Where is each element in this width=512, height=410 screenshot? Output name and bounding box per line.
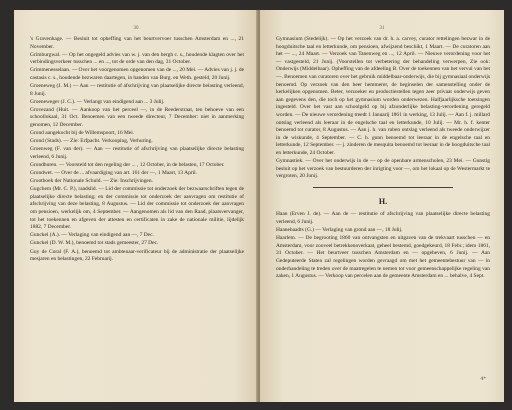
- index-entry: Haarlem. — De begrooting 1860 van ontvangsten en uitgaven van de trekvaart tusschen — en Amsterdam, voor zooveel betrekkenoverkaat, geheel bestemd, goedgekeurd, 18 Febr.; idem 1861, 31 October. — Het beurtveer tusschen Amsterdam en — opgeheven, 6 Junij. — Aan Gedeputeerde Staten zal regelingen worden gevraagd om met het gemeentebestuur van — in onderhandeling te treden over de maatregelen te nemen tot voor gemeenschappelijke regeling van zaken, 1 Augustus. — Verkoop van percelen aan de gemeente Amsterdam en ... behalve, 4 Sept.: [276, 235, 490, 280]
- index-entry: Grovezand (Huit. — Aankoop van het perceel —, in de Reederstraat, ten behoeve van een schoollokaal, 31 Oct. Benoemen van een tweede directeur, 7 December: niet in aanmerking genomen, 12 December.: [30, 106, 244, 129]
- index-entry: Grond (Stads). — Zie: Erfpacht. Verkooping, Verhuring.: [30, 138, 153, 145]
- index-entry: Gunckel (D. W. M.), benoemd tot stads gemeester, 27 Dec.: [30, 240, 159, 247]
- index-entry: Grondhuren. — Voorsteld tot den regeling der ... , 12 October, in de belasten, 17 October.: [30, 162, 225, 168]
- index-entry: 's Gravenhage. — Besluit tot opheffing van het beurtvervoer tusschen Amsterdam en ..., 21 November.: [30, 36, 244, 50]
- section-heading: H.: [378, 196, 388, 206]
- index-entry: Groeneweger (J. C.). — Verlangt van eindigend aan ... 3 Julij.: [30, 98, 165, 105]
- index-entry: Gunckel (A.). — Verlaging van eindigend aan —, 7 Dec.: [30, 232, 154, 239]
- index-entry: Haan (Erven J. de). — Aan de — restitutie of afschrijving van plaatselijke directe belasting verleend, 6 Junij.: [276, 211, 490, 225]
- left-page-text: [30, 36, 244, 264]
- index-entry: Grondwet. — Over de ... afvaardiging van art. 161 der —, 1 Maart, 13 April.: [30, 170, 198, 177]
- index-entry: Haanebaadts (G.) — Verlaging van grond aan —, 18 Julij.: [276, 227, 403, 234]
- index-entry: Grimmenesselaan. — Over het voorgenomen opgenomen van de ..., 20 Mei. — Advies van j. j. de castasis c. s., houdende bezwaren daartegen, in handen van Burg. en Weth. gesteld, 20 Junij.: [30, 67, 244, 81]
- index-entry: Guy de Coral (F. A.), benoemd tot ambtenaar-verificateur bij de administratie der plaatselijke mesjaren en belastingen, 22 Februarij.: [30, 248, 244, 263]
- index-entry: Grimburgwal. — Op het ongegeld advies van w. j. van den bergh c. s., houdende klagten over het verbindingsverkeer tusschen ... en ..., tot de orde van den dag, 31 October.: [30, 51, 244, 66]
- index-entry: Groeneweg (J. M.) — Aan — restitutie of afschrijving van plaatselijke directe belasting verleend, 8 Junij.: [30, 83, 244, 97]
- right-page-number: 31: [379, 26, 385, 31]
- index-entry: Gugchem (Mr. C. P.), raadslid. — Lid der commissie tot onderzoek der bezwaarschriften tegen de plaatselijke directe belasting; en der commissie tot onderzoek der aanvragen om restitutie of afschrijving van deze belasting, 8 Augustus. — Lid der commissie tot onderzoek der aanvragen om pensioen, werkelijk om, 4 September. — Aangenomen als lid van den Raad, plaatsvervanger, tot het toekennen en afgeven der attesten en certificaten in zake de nationale militie, lijdelijk 1882, 7 December.: [30, 186, 244, 231]
- index-entry: Groenweg (F. van der). — Aan — restitutie of afschrijving van plaatselijke directe belasting verleend, 6 Junij.: [30, 146, 244, 160]
- index-entry: Grond aangekocht bij de Willemspoort, 16 Mei.: [30, 130, 135, 137]
- left-page: [14, 10, 258, 402]
- index-entry: Gymnasium (Stedelijk). — Op het verzoek van dr. h. a. carvey, curator rettelingen bezwar in de hoogduitsche taal en letterkunde, om pensioen, afwijzend beschikt, 1 Maart. — De curatoren aan het — ..., 24 Maart. — Verzoek van Tanenweg en ..., 12 April. — Nieuwe verordening voor het — vastgesteld, 21 Junij. (Voorstellen tot verbetering der behandeling verwerpen, Zie ook: Onderwijs (Middelbaar). Opheffing van de afdeeling B. Over de toekennen van het vervul van het —. Benoemen van curatoren over het gebruik middelbaar-onderwijs, die bij gymnasiaal onderwijs benoemd. Op verzoek van den heer hemmerer, de beginselen der samenstelling onder de kerkelijken opgenomen. Beter, verzoeker en productiestellen tegen zeer privaat onderwijs geven aan gegevens den, die toch op het gymnasium worden onderwezen. Halfjaarlijksche toetsingen ingesteld. Over het vast aan schoolgeld op bij afzonderlijke belasting-verordening geregeld worden. — De nieuwe verordening treedt 1 Januarij 1861 in werking, 13 Julij. — Aan f. j. millard ontslag verleend als leeraar in de engelsche taal en letterkunde, 10 Julij. — Mr. h. f. kenter benoemd tot curator, 8 Augustus. — Aan j. h. van ruben ontslag verleend als tweede onderwijzer in de wiskunde, 4 September. — C. h. gunn benoemd tot leeraar in de engelsche taal en letterkunde, 12 September. — j. zinderen de mesquita benoemd tot leeraar in de hoogduitsche taal en letterkunde, 24 October.: [276, 36, 490, 156]
- book-spread: [14, 10, 504, 402]
- section-divider: [313, 187, 453, 188]
- left-page-number: 30: [133, 26, 139, 31]
- index-entry: Gymnastiek. — Over het onderwijs in de — op de openbare armenscholen, 23 Mei. — Gunstig besluit op het verzoek van bestuurderen der inrigting voor —, om het lokaal op de Westermarkt te vergroten, 20 Junij.: [276, 158, 490, 180]
- right-page: [260, 10, 504, 402]
- index-entry: Grootboek der Nationale Schuld. — Zie: Inschrijvingen.: [30, 178, 153, 185]
- signature-mark: 4*: [480, 376, 486, 382]
- right-page-text: [276, 36, 490, 281]
